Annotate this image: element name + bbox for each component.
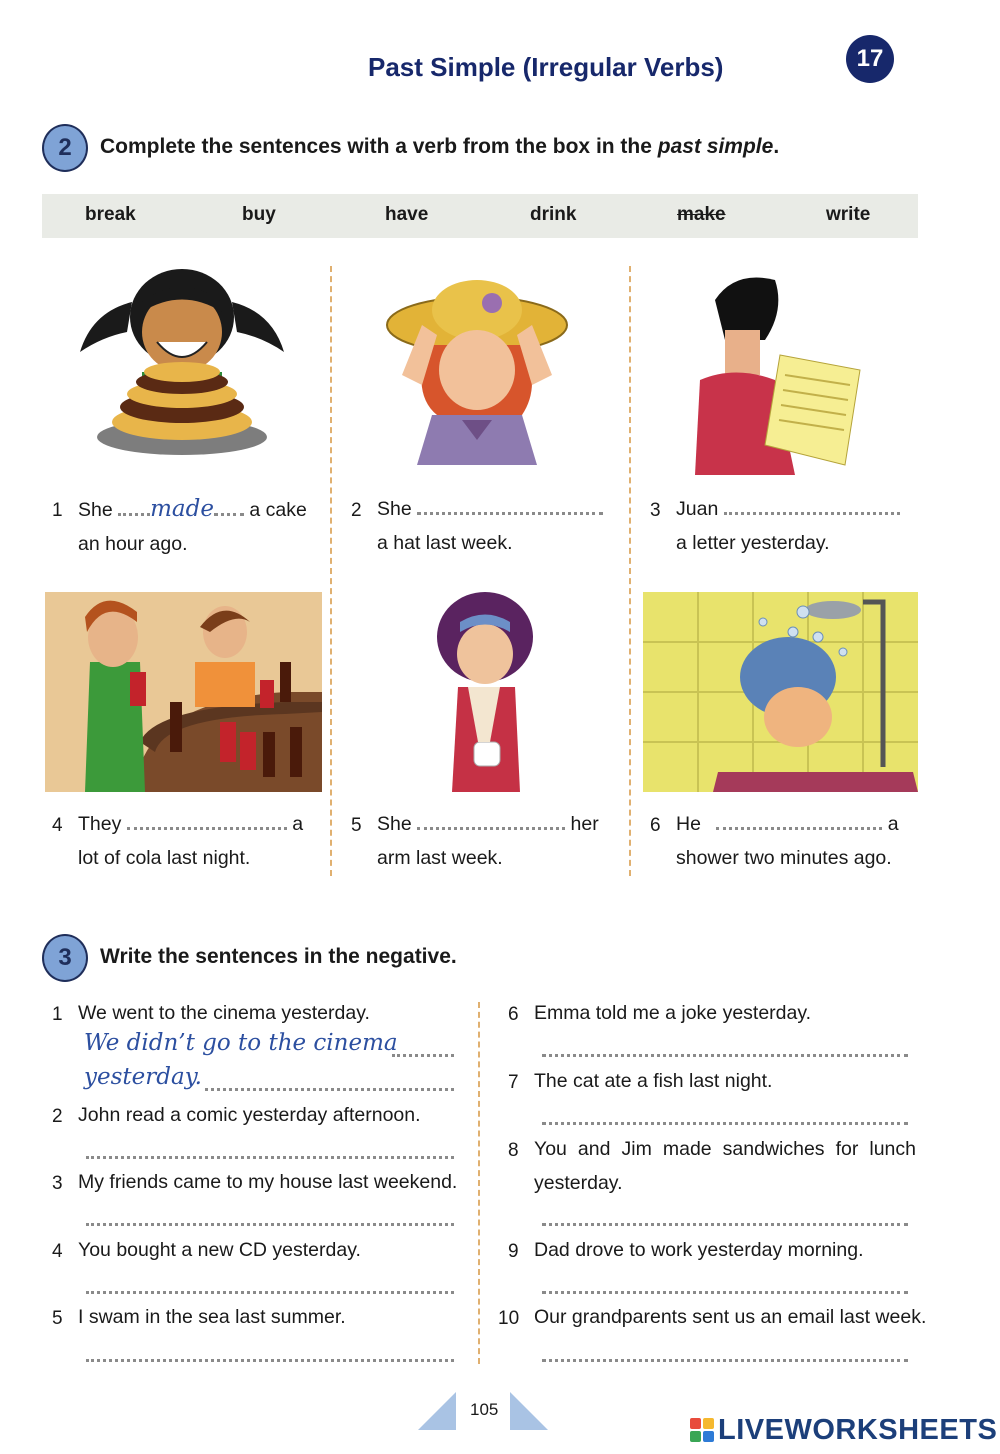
- sentence-text: a hat last week.: [377, 532, 513, 554]
- item-number: 4: [52, 1241, 63, 1262]
- sentence-text: yesterday.: [534, 1172, 623, 1194]
- answer-field-n1-line2[interactable]: yesterday.: [84, 1064, 202, 1090]
- sentence-text: an hour ago.: [78, 533, 188, 555]
- answer-line: [392, 1040, 454, 1057]
- answer-field-n6[interactable]: [542, 1040, 908, 1057]
- sentence-text: lot of cola last night.: [78, 847, 251, 869]
- verb-write[interactable]: write: [826, 204, 871, 225]
- page-number: 105: [470, 1400, 499, 1419]
- sentence-text: I swam in the sea last summer.: [78, 1306, 346, 1328]
- sentence-text: Emma told me a joke yesterday.: [534, 1002, 812, 1024]
- brand-name: LIVEWORKSHEETS: [718, 1414, 998, 1446]
- item-number: 2: [52, 1106, 63, 1127]
- sentence-text: shower two minutes ago.: [676, 847, 892, 869]
- sentence-5: [377, 807, 622, 875]
- verb-buy[interactable]: buy: [242, 204, 276, 225]
- sentence-text: Dad drove to work yesterday morning.: [534, 1239, 864, 1261]
- exercise-3-badge: 3: [42, 934, 88, 982]
- sentence-1: [78, 492, 328, 561]
- answer-field-n10[interactable]: [542, 1345, 908, 1362]
- unit-number-badge: 17: [846, 35, 894, 83]
- answer-field-n7[interactable]: [542, 1108, 908, 1125]
- page-title: Past Simple (Irregular Verbs): [368, 52, 724, 82]
- sentence-text: a cake: [249, 499, 307, 521]
- sentence-text: John read a comic yesterday afternoon.: [78, 1104, 421, 1126]
- sentence-text: her: [570, 813, 599, 835]
- sentence-text: a letter yesterday.: [676, 532, 830, 554]
- sentence-2: [377, 492, 622, 560]
- sentence-3: [676, 492, 921, 560]
- girl-with-cake-illustration: [72, 262, 292, 472]
- item-number: 3: [650, 500, 661, 521]
- answer-field-n4[interactable]: [86, 1277, 454, 1294]
- item-number: 1: [52, 500, 63, 521]
- boy-writing-letter-illustration: [695, 270, 875, 475]
- item-number: 7: [508, 1072, 519, 1093]
- verb-drink[interactable]: drink: [530, 204, 577, 225]
- column-divider: [330, 266, 332, 876]
- page-corner-left: [418, 1392, 456, 1430]
- verb-box: [42, 194, 918, 238]
- answer-field-n9[interactable]: [542, 1277, 908, 1294]
- sentence-text: We went to the cinema yesterday.: [78, 1002, 370, 1024]
- item-number: 2: [351, 500, 362, 521]
- sentence-text: Our grandparents sent us an email last week.: [534, 1306, 927, 1328]
- item-number: 5: [351, 815, 362, 836]
- page-corner-right: [510, 1392, 548, 1430]
- sentence-text: You bought a new CD yesterday.: [78, 1239, 361, 1261]
- answer-field-n2[interactable]: [86, 1142, 454, 1159]
- verb-make-used[interactable]: make: [677, 204, 726, 225]
- boy-in-shower-illustration: [643, 592, 918, 792]
- item-number: 1: [52, 1004, 63, 1025]
- liveworksheets-logo-icon: [690, 1418, 714, 1442]
- sentence-text: Juan: [676, 498, 719, 520]
- sentence-text: She: [377, 498, 412, 520]
- sentence-text: He: [676, 813, 701, 835]
- item-number: 5: [52, 1308, 63, 1329]
- sentence-4: [78, 807, 328, 875]
- exercise-2-badge: 2: [42, 124, 88, 172]
- boys-drinking-cola-illustration: [45, 592, 322, 792]
- sentence-text: a: [887, 813, 899, 835]
- item-number: 3: [52, 1173, 63, 1194]
- sentence-text: They: [78, 813, 122, 835]
- column-divider: [629, 266, 631, 876]
- sentence-text: arm last week.: [377, 847, 503, 869]
- item-number: 6: [508, 1004, 519, 1025]
- item-number: 4: [52, 815, 63, 836]
- item-number: 8: [508, 1140, 519, 1161]
- answer-field-5[interactable]: [417, 813, 565, 830]
- answer-field-3[interactable]: [724, 498, 900, 515]
- answer-field-n5[interactable]: [86, 1345, 454, 1362]
- verb-have[interactable]: have: [385, 204, 429, 225]
- exercise-3-instruction: Write the sentences in the negative.: [100, 945, 457, 968]
- column-divider: [478, 1002, 480, 1364]
- answer-field-1[interactable]: made: [150, 496, 214, 522]
- answer-field-2[interactable]: [417, 498, 603, 515]
- answer-field-6[interactable]: [716, 813, 882, 830]
- sentence-text: She: [78, 499, 113, 521]
- answer-field-n8[interactable]: [542, 1209, 908, 1226]
- answer-field-n1-line1[interactable]: We didn’t go to the cinema: [84, 1030, 398, 1056]
- item-number: 10: [498, 1308, 520, 1329]
- sentence-text: a: [292, 813, 304, 835]
- sentence-text: She: [377, 813, 412, 835]
- item-number: 9: [508, 1241, 519, 1262]
- sentence-text: The cat ate a fish last night.: [534, 1070, 773, 1092]
- exercise-2-instruction: Complete the sentences with a verb from the box in the past simple.: [100, 135, 780, 158]
- girl-with-broken-arm-illustration: [430, 592, 540, 792]
- answer-field-4[interactable]: [127, 813, 287, 830]
- answer-line: [205, 1074, 454, 1091]
- sentence-text: You and Jim made sandwiches for lunch: [534, 1138, 916, 1160]
- item-number: 6: [650, 815, 661, 836]
- sentence-text: My friends came to my house last weekend.: [78, 1171, 458, 1193]
- answer-field-n3[interactable]: [86, 1209, 454, 1226]
- woman-with-hat-illustration: [382, 265, 572, 475]
- verb-break[interactable]: break: [85, 204, 136, 225]
- sentence-6: [676, 807, 921, 875]
